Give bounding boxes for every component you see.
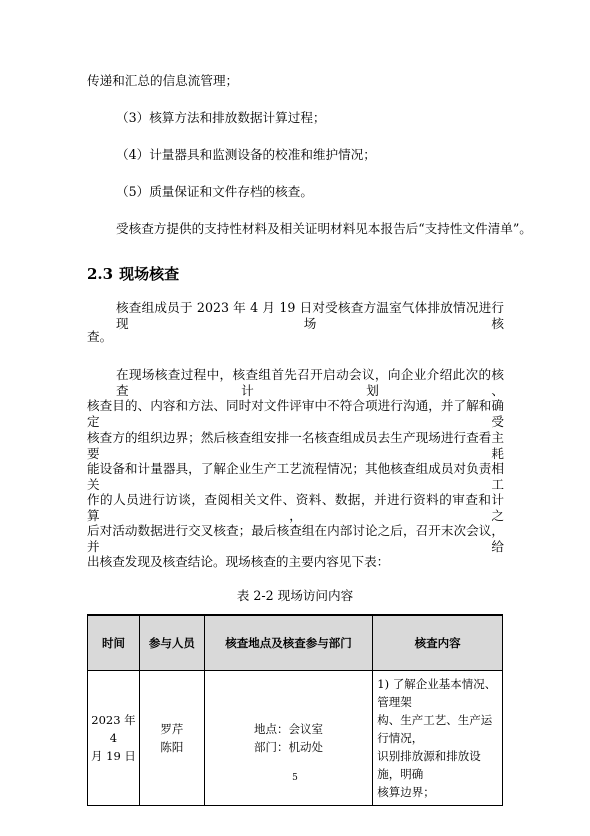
list-item-4: （4）计量器具和监测设备的校准和维护情况； (116, 147, 376, 162)
paragraph-line: 查。 (87, 329, 113, 344)
section-number: 2.3 (87, 265, 114, 283)
cell-time: 2023 年 4 月 19 日 (88, 671, 140, 806)
table-row (88, 671, 503, 806)
paragraph-line: 核查目的、内容和方法、同时对文件评审中不符合项进行沟通，并了解和确定受 (87, 398, 504, 429)
cell-place: 地点：会议室 部门：机动处 (204, 671, 373, 806)
paragraph-line: 后对活动数据进行交叉核查；最后核查组在内部讨论之后，召开末次会议，并给 (87, 523, 504, 554)
paragraph-line: 核查组成员于 2023 年 4 月 19 日对受核查方温室气体排放情况进行现场核 (116, 300, 504, 331)
header-people: 参与人员 (139, 615, 204, 671)
cell-people: 罗芹 陈阳 (139, 671, 204, 806)
header-time: 时间 (88, 615, 140, 671)
list-item-5: （5）质量保证和文件存档的核查。 (116, 184, 313, 199)
table-caption: 表 2-2 现场访问内容 (236, 588, 354, 603)
paragraph-line: 能设备和计量器具，了解企业生产工艺流程情况；其他核查组成员对负责相关工 (87, 461, 504, 492)
table-header-row (88, 615, 503, 671)
paragraph-line: 核查方的组织边界；然后核查组安排一名核查组成员去生产现场进行查看主要耗 (87, 430, 504, 461)
cell-content: 1) 了解企业基本情况、管理架 构、生产工艺、生产运行情况， 识别排放源和排放设施，明确 核算边界； (373, 671, 503, 806)
supporting-material-note: 受核查方提供的支持性材料及相关证明材料见本报告后“支持性文件清单”。 (116, 221, 532, 236)
header-content: 核查内容 (373, 615, 503, 671)
header-place: 核查地点及核查参与部门 (204, 615, 373, 671)
list-item-3: （3）核算方法和排放数据计算过程； (116, 110, 326, 125)
paragraph-line: 出核查发现及核查结论。现场核查的主要内容见下表： (87, 554, 390, 569)
section-heading (87, 265, 185, 283)
section-title: 现场核查 (119, 265, 180, 283)
page-number: 5 (292, 773, 298, 783)
paragraph-line: 传递和汇总的信息流管理； (87, 73, 239, 88)
paragraph-line: 在现场核查过程中，核查组首先召开启动会议，向企业介绍此次的核查计划、 (116, 367, 504, 398)
paragraph-line: 作的人员进行访谈，查阅相关文件、资料、数据，并进行资料的审查和计算，之 (87, 492, 504, 523)
